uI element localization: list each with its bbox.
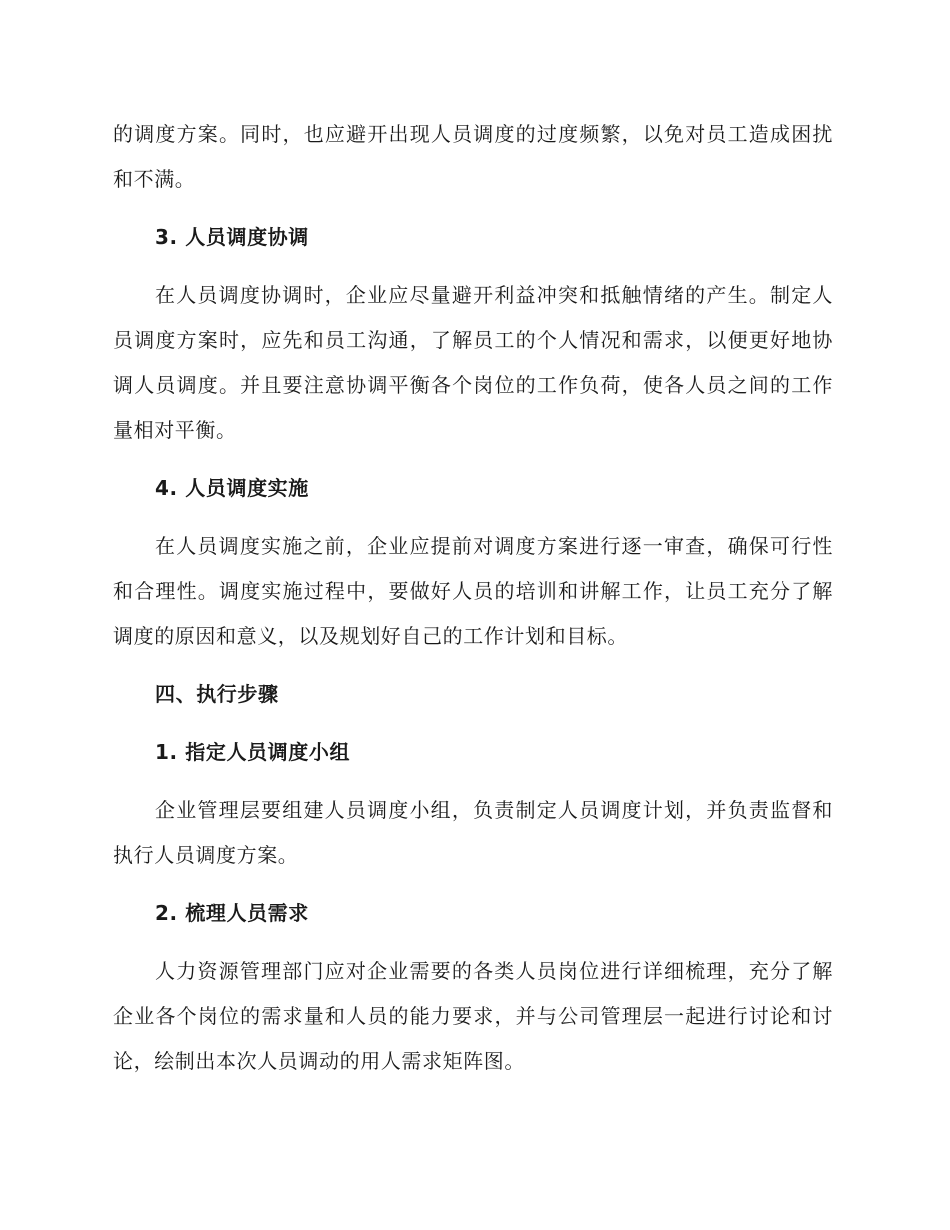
heading-4-implementation: 4. 人员调度实施 xyxy=(155,476,309,500)
heading-step-1: 1. 指定人员调度小组 xyxy=(155,740,351,764)
heading-3-coordination: 3. 人员调度协调 xyxy=(155,225,309,249)
paragraph-intro-continuation: 的调度方案。同时，也应避开出现人员调度的过度频繁，以免对员工造成困扰和不满。 xyxy=(113,122,833,191)
paragraph-coordination: 在人员调度协调时，企业应尽量避开利益冲突和抵触情绪的产生。制定人员调度方案时，应先和员工沟通，了解员工的个人情况和需求，以便更好地协调人员调度。并且要注意协调平衡各个岗位的工作负荷，使各人员之间的工作量相对平衡。 xyxy=(113,283,833,442)
paragraph-step-1: 企业管理层要组建人员调度小组，负责制定人员调度计划，并负责监督和执行人员调度方案。 xyxy=(113,798,833,867)
paragraph-step-2: 人力资源管理部门应对企业需要的各类人员岗位进行详细梳理，充分了解企业各个岗位的需求量和人员的能力要求，并与公司管理层一起进行讨论和讨论，绘制出本次人员调动的用人需求矩阵图。 xyxy=(113,959,833,1073)
heading-step-2: 2. 梳理人员需求 xyxy=(155,901,309,925)
document-page xyxy=(113,112,833,1084)
section-heading-execution-steps: 四、执行步骤 xyxy=(155,682,279,706)
paragraph-implementation: 在人员调度实施之前，企业应提前对调度方案进行逐一审查，确保可行性和合理性。调度实施过程中，要做好人员的培训和讲解工作，让员工充分了解调度的原因和意义，以及规划好自己的工作计划和目标。 xyxy=(113,534,833,648)
